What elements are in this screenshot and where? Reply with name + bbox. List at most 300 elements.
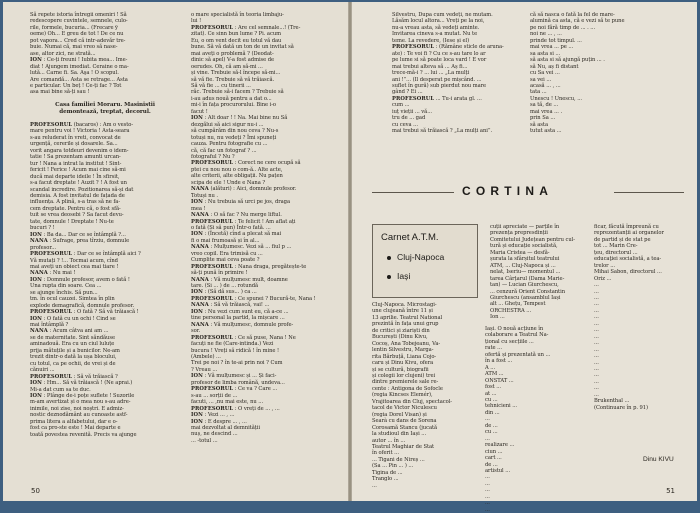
speaker-name: NANA [191,276,209,283]
speaker-name: PROFESORUL [392,95,435,102]
text-line: cuții apreciate — parțile în [490,224,560,230]
text-line: pe lume si să poate loca vard ! E vor [392,57,487,64]
text-line: sa tă, de ... [530,102,559,109]
speaker-name: ION [30,276,42,283]
speaker-name: PROFESORUL [191,295,234,302]
text-line: și colegii lor clujeni) trei [372,372,436,379]
right-mid-column [490,224,588,324]
speaker-name: ION [191,199,203,206]
text-line: tine personal la partid, la mișcare ... [191,315,285,322]
speaker-name: PROFESORUL [191,160,234,167]
text-line: ofertă și prezentată un ... [485,351,551,358]
text-line: trelor ... [594,262,615,269]
text-line: cănuiri ... [30,367,55,374]
text-line: sa vei ... [530,76,552,83]
text-line: Una rupta din soare. Cea ... [30,283,102,290]
text-line: nu-a vreau asta, să vedeți aminte. [392,24,480,31]
text-line: ... [594,307,599,314]
text-line: ATM, ... Cluj-Napoca și ... [490,262,556,269]
text-line: ... [594,353,599,360]
text-line: prinde tot timpul. ... [530,37,582,44]
text-line: Trei pe noi ? în te-ai prin noi ? Cum [191,360,283,367]
text-line: mai dezvoltat al demnității [191,425,261,431]
text-line: fi o mai frumoasă și în al... [191,237,260,244]
text-line: ... [485,506,490,513]
text-line: ONSTAT ... [485,377,514,384]
text-line: Are comandă... Asta se retrage... Asta [30,76,128,83]
speaker-name: PROFESORUL [30,251,73,258]
text-line: Unescu ! Unescu, ... [530,95,583,102]
text-line: fotograful ? Nu ? [191,153,235,160]
text-line: PROFESORUL : Corect ne cere ocupă să [191,160,301,167]
text-line: să asta si să ajungă puțin ... . [530,57,605,64]
text-line: tan) — Lucian Giurchescu, [490,282,559,289]
speaker-name: ION [30,315,42,322]
speaker-name: PROFESORUL [191,24,234,31]
text-line: cem dreptate. Pentru că, o fost sfă- [30,205,121,212]
speaker-name: PROFESORUL [191,386,234,393]
text-line: facut ! [191,108,208,115]
text-line: e particular. Un beț ! Ce-ți fac ? Tot [30,82,122,89]
text-line: ION : E despre ... , ... [191,418,247,425]
text-line: de partid și de stat pe [594,236,651,243]
text-line: o fată (Si să pun) Într-o fată. ... [191,224,271,231]
speaker-name: NANA [30,328,48,335]
text-line: bucura ! Vreți să ridică ! în mine ! [191,347,280,354]
magazine-spread [3,2,697,513]
text-line: vorit angara totdeuri devenim o idem- [30,147,129,154]
text-line: ... [372,482,377,489]
speaker-name: NANA [30,270,48,277]
text-line: să asta [530,121,548,128]
text-line: PROFESORUL (bacaros) : Am o vesto- [30,121,134,128]
text-line: fost ca pro-ste este ! Mai departe e [30,425,121,432]
text-line: scipa de ele ! Unde e Nana ? [191,179,266,186]
speaker-name: ION [191,412,203,419]
text-line: vreo copil. Era trimisă cu ... [191,250,263,257]
text-line: ... [485,435,490,442]
text-line: răc. Trebuie să-i facem ? Trebuie să [191,89,284,96]
text-line: ION : Nu trebuia să urci pe jos, draga [191,199,290,206]
text-line: totuși nu, nu vedeți ? Îmi spuneți [191,134,277,141]
text-line: tutut asta ... [530,128,562,135]
carnet-item-cluj [387,252,444,262]
text-line: mea ! [191,205,206,212]
text-line: noi ne ... , ... [530,31,562,38]
right-lower-column-2 [485,326,587,513]
text-line: cauza. Pentru fotografie cu ... [191,141,268,148]
carnet-item-iasi [387,271,410,281]
right-page [352,2,697,513]
speaker-name: ION [191,115,203,122]
text-line: profesor de limba română, undeva... [191,379,285,386]
text-line: ... [594,385,599,392]
text-line: tarea Cârțarul (Dama Marie- [490,275,565,282]
text-line: NANA : Nu mai ! [30,270,76,277]
text-line: 13 aprilie. Teatrul National [372,314,443,321]
text-line: Comitetului Județean pentru cul- [490,236,575,243]
text-line: alte criterii, alte obligații. Nu pațen [191,173,283,180]
text-line: Vrajitoarea din Cluj, spectacol- [372,398,452,405]
text-line: Giurchescu (ansamblul Iași [490,294,561,301]
text-line: se ajunge închis. Să pun... [30,289,98,296]
text-line: țional cu secțiile ... [485,338,534,345]
text-line: suflet în gură) sub pierdut nou mare [392,82,487,89]
text-line: profesor... [30,244,57,251]
text-line: ate) : Te voi fi ? Cu ce s-au tare lo ar [392,50,486,57]
text-line: cente : Antigona de Sofocle [372,385,443,392]
text-line: NANA : Sufrage, prea tîrziu, domnule [30,238,130,245]
text-line: (Continuare în p. 91) [594,404,649,411]
text-line: la studioul din Iași ... [372,431,427,438]
speaker-name: NANA [191,186,209,193]
text-line: artistul ... [485,467,511,474]
text-line: mai vrea ... . [530,108,563,115]
text-line: ... [594,327,599,334]
text-line: Eu, o om vent decit eu totul vă dau [191,37,282,44]
speaker-name: ION [191,308,203,315]
text-line: diat ! Ajungem imediat. Ceraine o ma- [30,63,129,70]
text-line: caru și Dinu Kivu, ofera [372,360,434,367]
text-line: oeme) Oh... E greu de tot ! De ce nu [30,31,124,38]
right-top-column-2 [530,12,678,139]
text-line: (Ambele) ... [191,354,221,361]
speaker-name: PROFESORUL [30,309,73,316]
text-line: ... [594,301,599,308]
text-line: colaborare a Teatrul Na- [485,332,549,339]
speaker-name: PROFESORUL [30,373,73,380]
text-line: nostic deznodământ au cunoaste astf- [30,412,128,419]
text-line: Searà cu dans de Sorena [372,418,437,425]
text-line: ... [594,378,599,385]
text-line: cu ... [485,429,498,436]
text-line: demisia. A fost invitatul de fațada de [30,192,125,199]
text-line: ... [594,314,599,321]
text-line: rate ... [485,345,502,352]
text-line: realizare ... [485,442,515,449]
text-line: i-au adus nouă pentru a dat o... [191,95,272,102]
text-line: sor. [191,328,201,335]
speaker-name: ION [30,393,42,400]
text-line: Tranglo ... [372,476,399,483]
text-line: Mihai Sabon, directorul ... [594,269,662,276]
text-line: dinic să apel) V-a fost admise de [191,57,275,64]
text-line: ... [594,340,599,347]
text-line: Iași. O nouă acțiune în [485,326,544,332]
text-line: prin Sa ... [530,115,556,122]
text-line: PROFESORUL : Ce spunei ? Bucură-te, Nana ! [191,295,316,302]
text-line: zitat). Ce sinn bun lume ? Pi. acum [191,31,281,38]
text-line: reprezentanții ai organelor [594,230,664,237]
text-line: bune. Să vă dată un ton de un invitat să [191,44,294,51]
text-line: ... cenzură Orient Constantin [490,288,565,295]
text-line: ptei cu nou nou o com-ă.. Alte acte, [191,166,283,173]
text-line: șurata la sfârșitul teatrului [490,256,560,263]
text-line: scandal incredire. Pozitionarea să-și dat [30,186,134,193]
text-line: NANA : Vă mulțumesc mult, doamne [191,276,288,283]
text-line: pot vapora... Cred că intr-adevăr tre- [30,37,126,44]
text-line: că să nasca o fată la fel de mare- [530,12,615,18]
text-line: prima litera a alfabetului, dar e o- [30,418,118,425]
text-line: asa mai bine să-ți sau ! [30,89,90,96]
text-line: ficar, făcută împreună cu [594,224,659,230]
text-line: ION : Ba da... Dar ce se întâmplă ?... [30,231,126,238]
text-line: ION : (Să dă sus... ) ca ... [191,289,257,296]
text-line: facuți ne fie (Care-intinda.) Vezi [191,341,274,348]
text-line: prezintă în fața unui grup [372,321,439,328]
text-line: lută... Carne fi. Sa. Aşa ! O scopul. [30,70,119,77]
text-line: tm. în ocul cauzei. Simtea în plin [30,296,115,303]
right-lower-column-1 [372,302,476,492]
text-line: ION : Alt doar ! ! Na. Mai bine nu Să [191,115,288,122]
text-line: demontează, treptat, decorul. [59,108,151,115]
text-line: Maria Cristea — desfă- [490,249,550,256]
text-line: fost ... [485,384,501,391]
text-line: alt ... Ghețu, Tempest [490,301,546,308]
text-line: ION : Hm... Să vă trăiască ! (Ne aprai.) [30,380,133,387]
text-line: Corosamă Stancu (jucată [372,424,438,431]
text-line: cu ... [485,396,498,403]
text-line: tehnicieni ... [485,403,518,410]
text-line: PROFESORUL : O fată ? Să vă trăiască ! [30,309,139,316]
text-line: teme. La revedere, (Iese și el) [392,37,470,44]
text-line: că, că fac un fotograf ? ... [191,147,257,154]
text-line: să vă fie. Trebuie să vă trăiască. [191,76,275,83]
page-number-right: 51 [666,487,675,495]
text-line: at ... [485,390,497,397]
text-line: PROFESORUL : Ce să puse, Nana ! Ne [191,334,296,341]
text-line: aminadouă. Era cu un ciul luluțe [30,341,115,348]
text-line: Vă mutați ? !... Tocmai acum, cînd [30,257,118,264]
text-line: inimile, noi zise, noi noștri. E admiz- [30,405,124,412]
text-line: ION : Nu vezi cum sunt eu, că a-ce ... [191,308,289,315]
article-author: Dinu KIVU [643,456,674,463]
text-line: NANA : Acum câtva ani am ... [30,328,109,335]
text-line: Totuși nu . [191,192,219,199]
text-line: ION : Plânge de-i poțe suflete ! Suzorile [30,393,135,400]
text-line: tacol de Victor Niculescu [372,405,437,412]
text-line: ... [594,333,599,340]
left-column-1 [30,12,180,452]
text-line: PROFESORUL : O vreți de ... , ... [191,405,280,412]
text-line: autor ... în ... [372,437,406,444]
text-line: Teatrul Maghiar de Stat [372,443,435,450]
text-line: tru de ... gad [392,115,426,122]
text-line: facuti, ... ,nu mai este, nu ... [191,399,264,406]
text-line: Ion ... [490,314,505,321]
text-line: Lăsăm locul altora... Vreți pe la noi, [392,18,485,25]
text-line: mare pentru voi ! Victoria ! Asta-seara [30,128,130,135]
text-line: de critici și ziariști din [372,327,430,334]
text-line: toată povestea revenită. Precis va ajunge [30,431,137,438]
text-line: tate, domnule ! Dreptate ! Nu-te [30,218,114,225]
text-line: mi-i în fața procurorului. Bine i-o [191,102,276,109]
text-line: PROFESORUL : Te felicit ! Am aflat ați [191,218,296,225]
text-line: cum ... [392,102,410,109]
text-line: PROFESORUL : Să vă trăiască ? [30,373,118,380]
text-line: Să repete istoria întregii omeniri ! Să [30,12,127,18]
text-line: cart ... [485,455,502,462]
text-line: mai aveți un obiect cea mai tiare ! [30,263,119,270]
text-line: lentin Silvestru, Marga- [372,347,434,354]
text-line: țeu, directorul ... [594,249,638,256]
text-line: tare. (Si ... ) de ... rotundă [191,283,259,290]
text-line: ... [485,493,490,500]
text-line: ... [485,480,490,487]
text-line: (regia Dorel Visan) și [372,411,427,418]
text-line: ... [594,346,599,353]
text-line: ase, altor zici, ne strată... [30,50,96,57]
section-rule-left [372,192,454,193]
text-line: tuit se vrea deosebi ? Sa facut devu- [30,212,124,219]
text-line: să-ți pună în primire ! [191,270,248,277]
text-line: prija mătuțile și a bunicilor. Ne-am [30,347,120,354]
text-line: explode demagrafică, domnule profesor. [30,302,135,309]
text-line: prezența prepresdinții [490,230,548,237]
text-line: m-am avertizat și o mea nou s-au adre- [30,399,131,406]
text-line: Cluj-Napoca. Microstagi- [372,302,437,308]
text-line: fericit ! Ferice ! Acum mai cine să-mi [30,167,126,174]
text-line: iuț vieții ... vă... [392,108,433,115]
text-line: NANA (alături) : Aici, domnule profesor. [191,186,297,193]
right-top-column-1 [392,12,520,139]
text-line: Mi-a dat cum sa te duc. [30,386,91,393]
text-line: lui ! [191,18,202,25]
text-line: PROFESORUL ... Tu-i arata gl. ... [392,95,482,102]
text-line: ani !”... (Il desperat pe mișcând. ... [392,76,482,83]
text-line: NANA : Mulțumesc. Vezi să ... fiul p ... [191,244,292,251]
text-line: influența. A plină, s-a tras să ne fa- [30,199,121,206]
text-line: Tigina de ... [372,469,403,476]
text-line: din ... [485,409,500,416]
text-line: cu ceva ... [392,121,418,128]
text-line: în a fost ... [485,358,513,365]
text-line: rita Bărbuță, Liana Cojo- [372,353,437,360]
text-line: A ... [485,364,496,371]
text-line: de ... [485,422,498,429]
text-line: nuș, ne descind ... [191,431,238,438]
text-line: Oriz ... [594,275,612,282]
text-line: tot ... Marin Cre- [594,243,638,250]
text-line: dezgălui să aici sigur nu-i ... [191,121,264,128]
text-line: PROFESORUL : Nana draga, pregătește-te [191,263,307,270]
text-line: ION : Vezi ... , ... [191,412,235,419]
text-line: și vine. Trebuie să-l începe să-mi... [191,70,281,77]
text-line: ... -totul ... [191,437,218,444]
text-line: ATM ... [485,371,504,378]
text-line: trezit dintr-o dată la ușa blocului, [30,354,117,361]
text-line: urgență, cererile și dosarele. Sa... [30,141,118,148]
text-line: gând ? Ei ... [392,89,423,96]
text-line: NANA : O să fac ? Nu merge liftul. [191,212,282,219]
speaker-name: PROFESORUL [392,44,435,51]
text-line: de ... [485,461,498,468]
text-line: une clujeană între 11 și [372,308,433,315]
text-line: ... [594,288,599,295]
text-line: mai vrea ... pe ... [530,44,574,51]
text-line: ... [485,474,490,481]
text-line: sa asta si ... [530,50,561,57]
speaker-name: ION [191,373,203,380]
carnet-title: Carnet A.T.M. [381,232,439,243]
text-line: să cumpărăm din nou ceva ? Nu-s [191,128,279,135]
text-line: bucuri ? ! [30,225,55,232]
text-line: Silvestru, Dupa cum vedeți, ne mutam. [392,12,493,18]
text-line: Casa familiei Moraru. Masinistii [55,102,155,109]
section-rule-right [614,192,684,193]
speaker-name: ION [191,231,203,238]
speaker-name: NANA [191,244,209,251]
carnet-item-label: Cluj-Napoca [397,252,445,262]
text-line: ION : O fată cu un ochi ! Cind se [30,315,116,322]
speaker-name: PROFESORUL [191,218,234,225]
text-line: ... [594,372,599,379]
speaker-name: ION [30,380,42,387]
text-line: alumină ca asta, că e vezi să te pune [530,18,625,25]
text-line: cu Sa vei ... [530,70,560,77]
text-line: în oferit ... [372,450,399,457]
speaker-name: PROFESORUL [191,334,234,341]
text-line: (regia Kincses Elemér), [372,392,433,399]
text-line: pe noi fără timp de ... . ... [530,24,596,31]
text-line: buie. Numai că, mai vreo să nase- [30,44,118,51]
text-line: Cumplite mai ceva poate ? [191,257,260,264]
text-line: ... [594,320,599,327]
left-column-2 [191,12,341,452]
left-page [3,2,348,501]
text-line: nelat, Iseriu— momentul ... [490,269,561,276]
text-line: educaţiei socialistă, a tea- [594,256,662,263]
text-line: ... [485,487,490,494]
text-line: PROFESORUL : (Rămâne sticle de aruna- [392,44,504,51]
text-line: mai aveți o problemă ? (Deodat- [191,50,274,57]
text-line: ducă mai departe ideile ! În sfirsit, [30,173,120,180]
text-line: Invitarea cineva s-a mutat. Nu te [392,31,478,38]
text-line: PROFESORUL : Are cel semnale...! (Tre- [191,24,301,31]
speaker-name: ION [191,418,203,425]
text-line: s-a facut dreptate ! Auzit ? ! A fost un [30,180,127,187]
text-line: Brukenthal ... [594,398,630,405]
text-line: s-au ... sorții de ... [191,392,238,399]
section-title: CORTINA [462,184,554,198]
text-line: ciun ... [485,448,503,455]
text-line: oerudes. Oh, că am să-mi ... [191,63,263,70]
text-line: ION : (Încetă) cînd a plecat să mai [191,231,282,238]
text-line: ION : Vă mulțumesc și ... Și faci- [191,373,277,380]
text-line: Să vă fie ... cu tinerii ... [191,82,251,89]
text-line: tură și educație socialistă, [490,243,558,250]
carnet-box [372,224,478,298]
bullet-icon [387,275,391,279]
text-line: (Sa ... Pin ... ) ... [372,463,414,470]
page-number-left: 50 [31,487,40,495]
text-line: ION : Domnule profesor, avem o fată ! [30,276,130,283]
text-line: și se cultură, biografii [372,366,429,373]
speaker-name: NANA [30,238,48,245]
speaker-name: NANA [191,302,209,309]
speaker-name: PROFESORUL [191,405,234,412]
bullet-icon [387,256,391,260]
carnet-item-label: Iași [397,271,411,281]
text-line: București (Dinu Kivu, [372,334,428,341]
text-line: mai întâmplă ? [30,322,69,329]
text-line: să Nu, aș fi distant [530,63,579,70]
text-line: NANA : Vă mulțumesc, domnule profe- [191,321,294,328]
text-line: tatie ! Sa prezentam amunti urcan- [30,154,121,161]
speaker-name: NANA [191,321,209,328]
text-line: mai trebui să trăiască ? „La mulți ani”. [392,128,493,135]
text-line: ... [485,500,490,507]
